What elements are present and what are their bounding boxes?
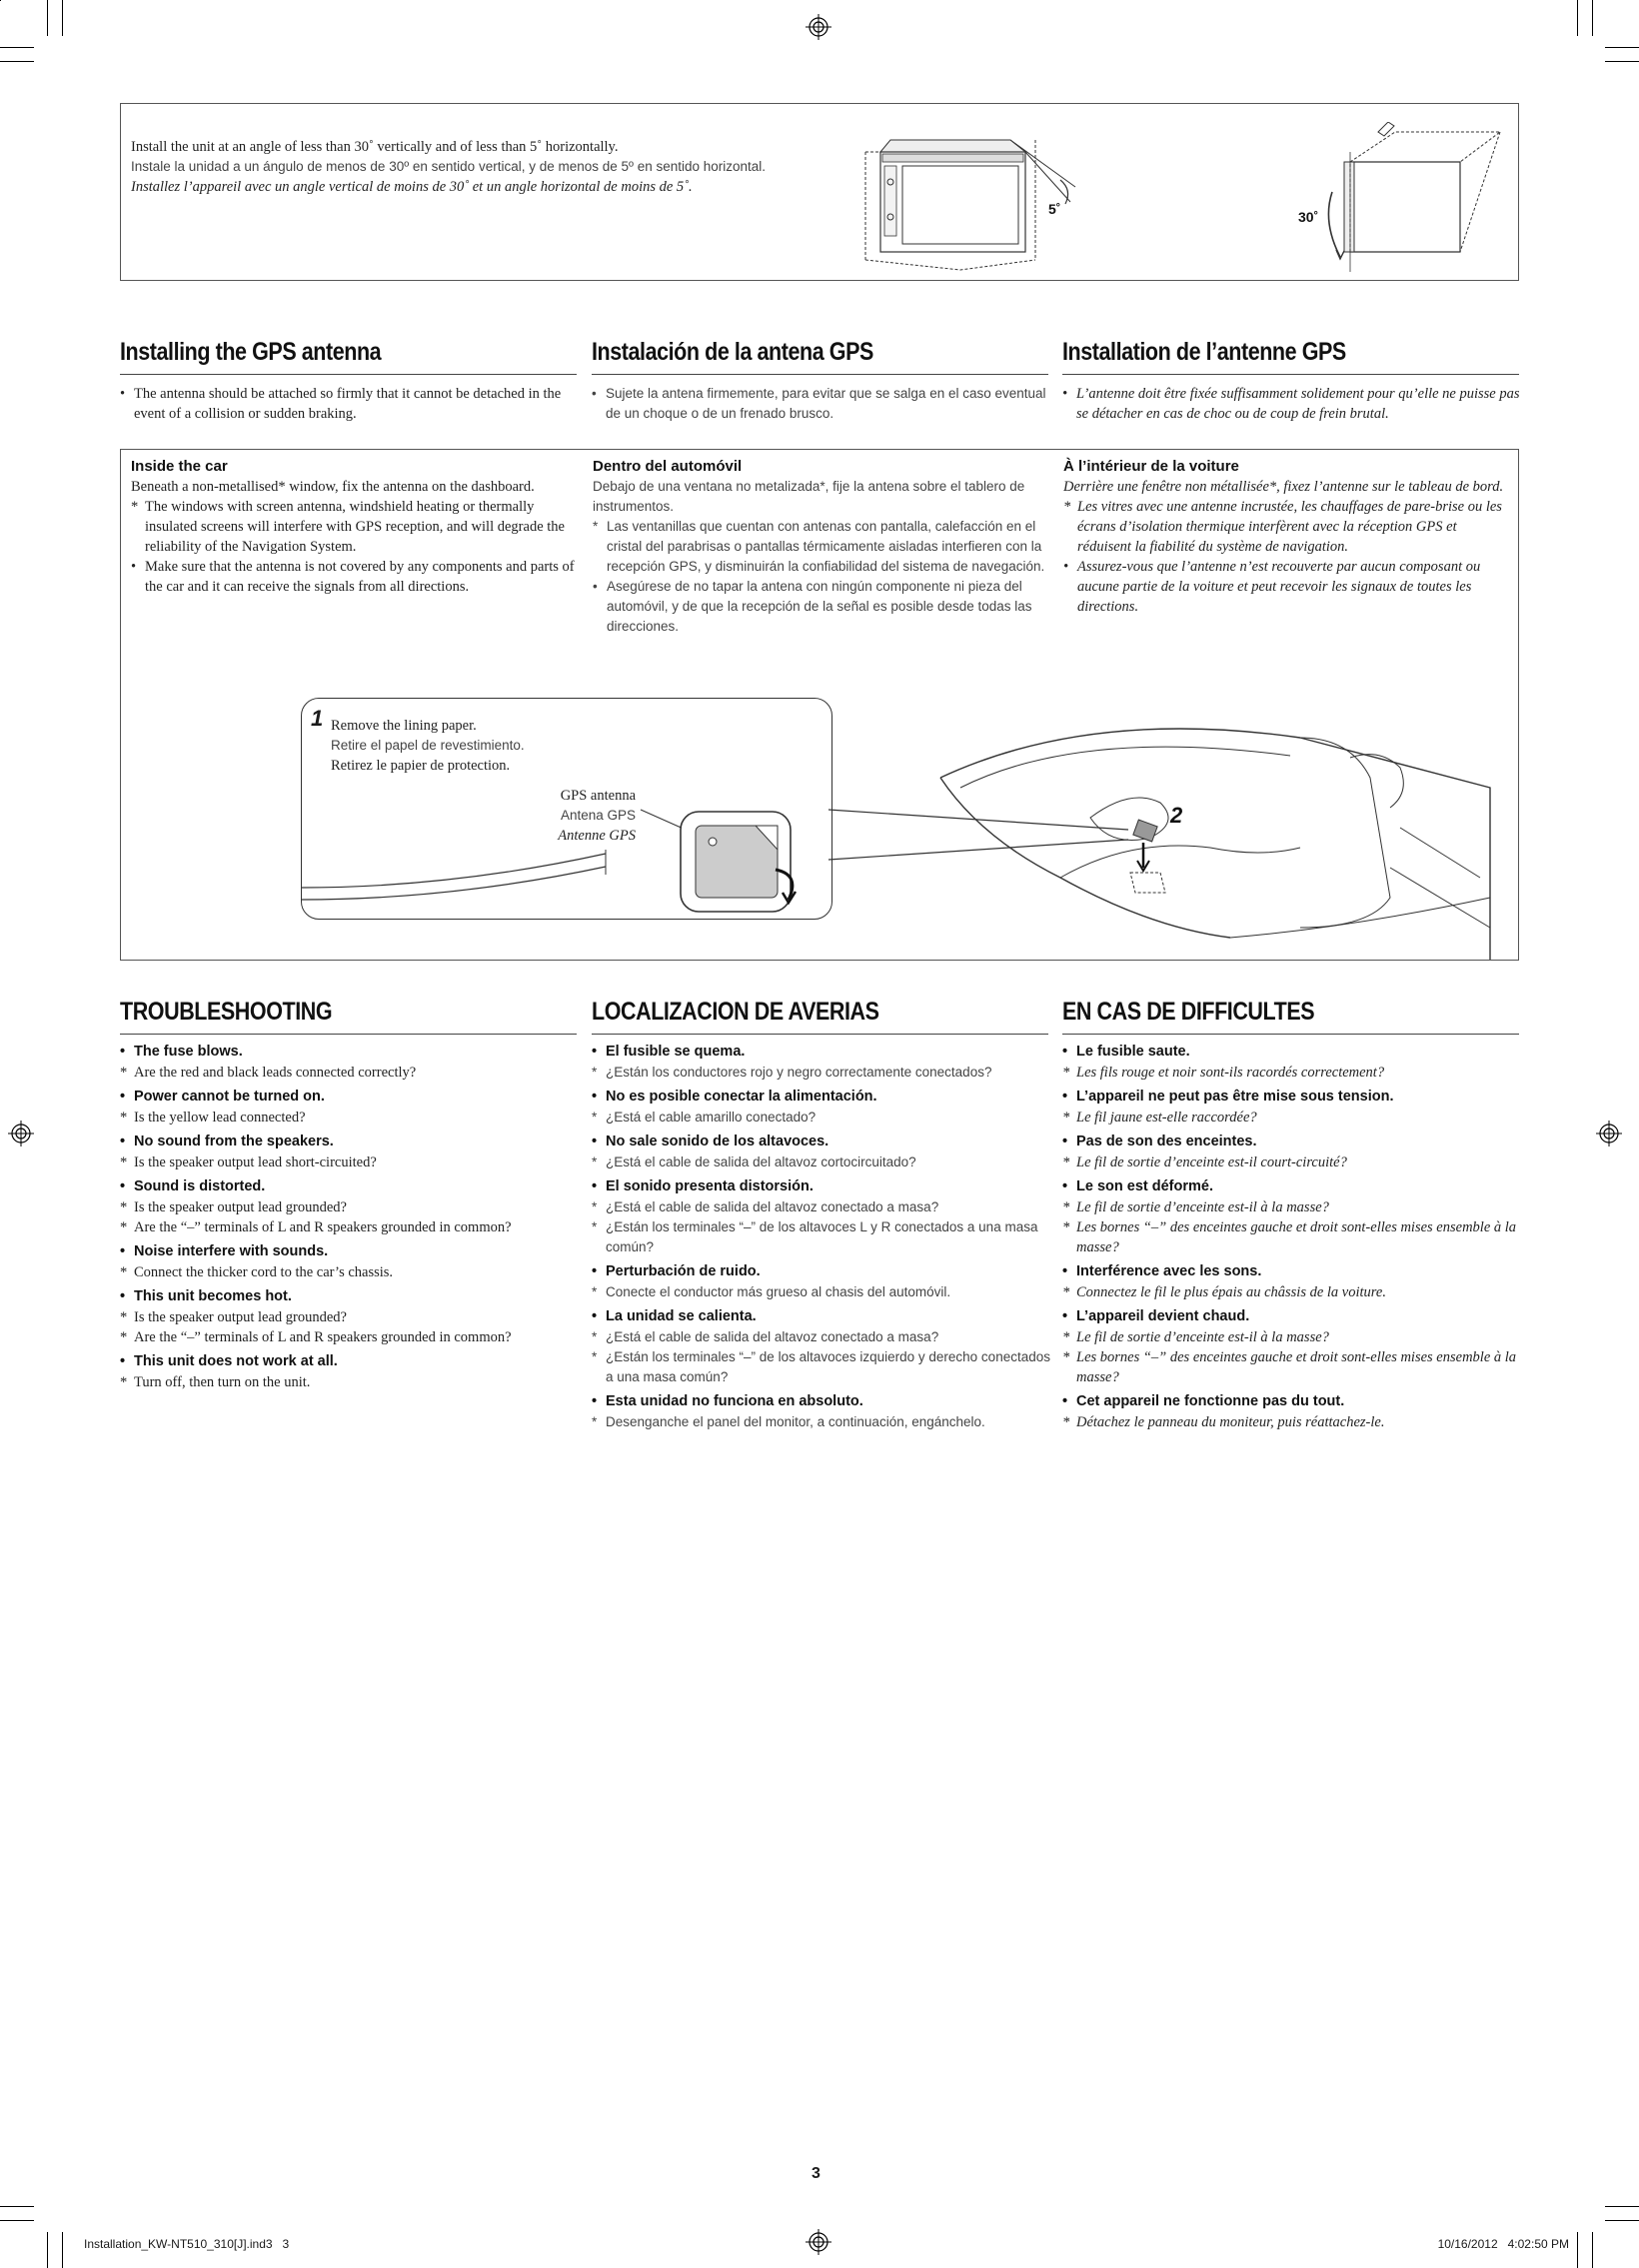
gps-heading-es: Instalación de la antena GPS	[592, 338, 873, 366]
vertical-angle-diagram	[1270, 122, 1510, 272]
crop-mark	[47, 2232, 48, 2268]
gps-heading-fr: Installation de l’antenne GPS	[1062, 338, 1346, 366]
inside-list-en	[131, 497, 581, 597]
list-item: • Assurez-vous que l’antenne n’est recouverte par aucun composant ou aucune partie de la voiture et peut recevoir les signaux de toutes les directions.	[1063, 559, 1481, 615]
list-item: • La unidad se calienta. * ¿Está el cable de salida del altavoz conectado a masa? * ¿Están los terminales “–” de los altavoces izquierdo y derecho conectados a una masa común?	[592, 1308, 1050, 1384]
angle-text-es: Instale la unidad a un ángulo de menos de 30º en sentido vertical, y de menos de 5º en sentido horizontal.	[131, 159, 767, 174]
step2-number: 2	[1170, 803, 1183, 828]
crop-mark	[1592, 2232, 1593, 2268]
crop-mark	[1577, 2232, 1578, 2268]
list-item: • The fuse blows. * Are the red and black leads connected correctly?	[120, 1044, 417, 1081]
list-item: • No sale sonido de los altavoces. * ¿Está el cable de salida del altavoz cortocircuitado?	[592, 1134, 916, 1169]
heading-rule	[592, 1034, 1048, 1035]
step1-number: 1	[311, 706, 324, 731]
heading-rule	[1062, 1034, 1519, 1035]
antenna-label-es: Antena GPS	[560, 808, 636, 823]
list-item: • L’appareil ne peut pas être mise sous tension. * Le fil jaune est-elle raccordée?	[1062, 1089, 1394, 1126]
gps-bullet-en: • The antenna should be attached so firmly that it cannot be detached in the event of a collision or sudden braking.	[120, 386, 562, 422]
inside-intro-fr: Derrière une fenêtre non métallisée*, fixez l’antenne sur le tableau de bord.	[1063, 479, 1504, 495]
gps-bullet-es: • Sujete la antena firmemente, para evitar que se salga en el caso eventual de un choque o de un frenado brusco.	[592, 386, 1046, 421]
list-item: • El sonido presenta distorsión. * ¿Está el cable de salida del altavoz conectado a masa? * ¿Están los terminales “–” de los altavoces L y R conectados a una masa común?	[592, 1178, 1038, 1254]
list-item: * The windows with screen antenna, windshield heating or thermally insulated screens will interfere with GPS reception, and will degrade the reliability of the Navigation System.	[131, 499, 565, 555]
heading-rule	[120, 1034, 577, 1035]
crop-mark	[0, 2206, 34, 2207]
footer-filename: Installation_KW-NT510_310[J].ind3 3	[84, 2237, 290, 2251]
horizontal-angle-diagram	[860, 132, 1100, 272]
list-item: • Esta unidad no funciona en absoluto. * Desenganche el panel del monitor, a continuación, engánchelo.	[592, 1393, 985, 1429]
trouble-list-fr	[1062, 1042, 1522, 1436]
list-item: • Sound is distorted. * Is the speaker output lead grounded? * Are the “–” terminals of L and R speakers grounded in common?	[120, 1178, 512, 1235]
registration-mark-icon	[8, 1121, 34, 1146]
step1-text-fr: Retirez le papier de protection.	[331, 758, 511, 774]
footer-timestamp: 10/16/2012 4:02:50 PM	[1437, 2237, 1569, 2251]
crop-mark	[62, 2232, 63, 2268]
inside-list-fr	[1063, 497, 1513, 617]
inside-title-es: Dentro del automóvil	[593, 458, 743, 475]
list-item: • Noise interfere with sounds. * Connect the thicker cord to the car’s chassis.	[120, 1243, 394, 1280]
gps-antenna-illustration	[301, 780, 830, 920]
trouble-heading-es: LOCALIZACION DE AVERIAS	[592, 998, 879, 1026]
inside-intro-en: Beneath a non-metallised* window, fix the antenna on the dashboard.	[131, 479, 535, 495]
list-item: * Les vitres avec une antenne incrustée, les chauffages de pare-brise ou les écrans d’isolation thermique interfèrent avec la réception GPS et réduisent la fiabilité du système de navigation.	[1063, 499, 1502, 555]
list-item: • No es posible conectar la alimentación. * ¿Está el cable amarillo conectado?	[592, 1089, 877, 1125]
crop-mark	[1605, 2206, 1639, 2207]
heading-rule	[1062, 374, 1519, 375]
crop-mark	[1605, 61, 1639, 62]
list-item: • No sound from the speakers. * Is the speaker output lead short-circuited?	[120, 1134, 377, 1170]
crop-mark	[0, 47, 34, 48]
inside-title-fr: À l’intérieur de la voiture	[1063, 458, 1239, 475]
list-item: • Asegúrese de no tapar la antena con ningún componente ni pieza del automóvil, y de que la recepción de la señal es posible desde todas las direcciones.	[593, 579, 1032, 634]
trouble-heading-en: TROUBLESHOOTING	[120, 998, 333, 1026]
gps-heading-en: Installing the GPS antenna	[120, 338, 382, 366]
inside-title-en: Inside the car	[131, 458, 228, 475]
crop-mark	[1605, 2220, 1639, 2221]
angle-text-fr: Installez l’appareil avec un angle vertical de moins de 30˚ et un angle horizontal de moins de 5˚.	[131, 179, 693, 195]
inside-list-es	[593, 517, 1052, 637]
list-item: • Cet appareil ne fonctionne pas du tout. * Détachez le panneau du moniteur, puis réattachez-le.	[1062, 1393, 1385, 1430]
list-item: • Pas de son des enceintes. * Le fil de sortie d’enceinte est-il court-circuité?	[1062, 1134, 1347, 1170]
heading-rule	[120, 374, 577, 375]
registration-mark-icon	[1596, 1121, 1622, 1146]
crop-mark	[1577, 0, 1578, 36]
inside-car-box	[120, 449, 1519, 961]
trouble-heading-fr: EN CAS DE DIFFICULTES	[1062, 998, 1315, 1026]
step1-text-en: Remove the lining paper.	[331, 718, 477, 734]
list-item: • Power cannot be turned on. * Is the yellow lead connected?	[120, 1089, 325, 1126]
label-5-degrees: 5˚	[1048, 201, 1061, 217]
angle-text-en: Install the unit at an angle of less than 30˚ vertically and of less than 5˚ horizontally.	[131, 139, 619, 155]
list-item: • This unit does not work at all. * Turn off, then turn on the unit.	[120, 1353, 338, 1390]
list-item: • This unit becomes hot. * Is the speaker output lead grounded? * Are the “–” terminals of L and R speakers grounded in common?	[120, 1288, 512, 1345]
install-angle-box	[120, 103, 1519, 281]
trouble-list-es	[592, 1042, 1051, 1436]
registration-mark-icon	[806, 14, 831, 40]
car-interior-illustration	[830, 698, 1520, 960]
crop-mark	[62, 0, 63, 36]
crop-mark	[1605, 47, 1639, 48]
list-item: • El fusible se quema. * ¿Están los conductores rojo y negro correctamente conectados?	[592, 1044, 992, 1080]
trouble-list-en	[120, 1042, 580, 1396]
crop-mark	[1592, 0, 1593, 36]
label-30-degrees: 30˚	[1298, 209, 1319, 225]
list-item: • L’appareil devient chaud. * Le fil de sortie d’enceinte est-il à la masse? * Les bornes “–” des enceintes gauche et droit sont-elles mises ensemble à la masse?	[1062, 1308, 1517, 1385]
inside-intro-es: Debajo de una ventana no metalizada*, fije la antena sobre el tablero de instrumentos.	[593, 479, 1025, 514]
page-number: 3	[812, 2165, 820, 2182]
antenna-label-fr: Antenne GPS	[558, 828, 636, 844]
crop-mark	[0, 2220, 34, 2221]
list-item: • Le fusible saute. * Les fils rouge et noir sont-ils racordés correctement?	[1062, 1044, 1385, 1081]
step1-text-es: Retire el papel de revestimiento.	[331, 738, 525, 753]
registration-mark-icon	[806, 2229, 831, 2255]
heading-rule	[592, 374, 1048, 375]
gps-bullet-fr: • L’antenne doit être fixée suffisamment solidement pour qu’elle ne puisse pas se détacher en cas de choc ou de coup de frein brutal.	[1062, 386, 1520, 422]
list-item: • Le son est déformé. * Le fil de sortie d’enceinte est-il à la masse? * Les bornes “–” des enceintes gauche et droit sont-elles mises ensemble à la masse?	[1062, 1178, 1517, 1255]
antenna-label-en: GPS antenna	[560, 788, 636, 804]
crop-mark	[47, 0, 48, 36]
list-item: • Make sure that the antenna is not covered by any components and parts of the car and it can receive the signals from all directions.	[131, 559, 575, 595]
list-item: • Interférence avec les sons. * Connectez le fil le plus épais au châssis de la voiture.	[1062, 1263, 1386, 1300]
crop-mark	[0, 61, 34, 62]
list-item: * Las ventanillas que cuentan con antenas con pantalla, calefacción en el cristal del parabrisas o pantallas térmicamente aisladas interfieren con la recepción GPS, y disminuirán la confiabilidad del sistema de navegación.	[593, 519, 1045, 574]
list-item: • Perturbación de ruido. * Conecte el conductor más grueso al chasis del automóvil.	[592, 1263, 951, 1299]
